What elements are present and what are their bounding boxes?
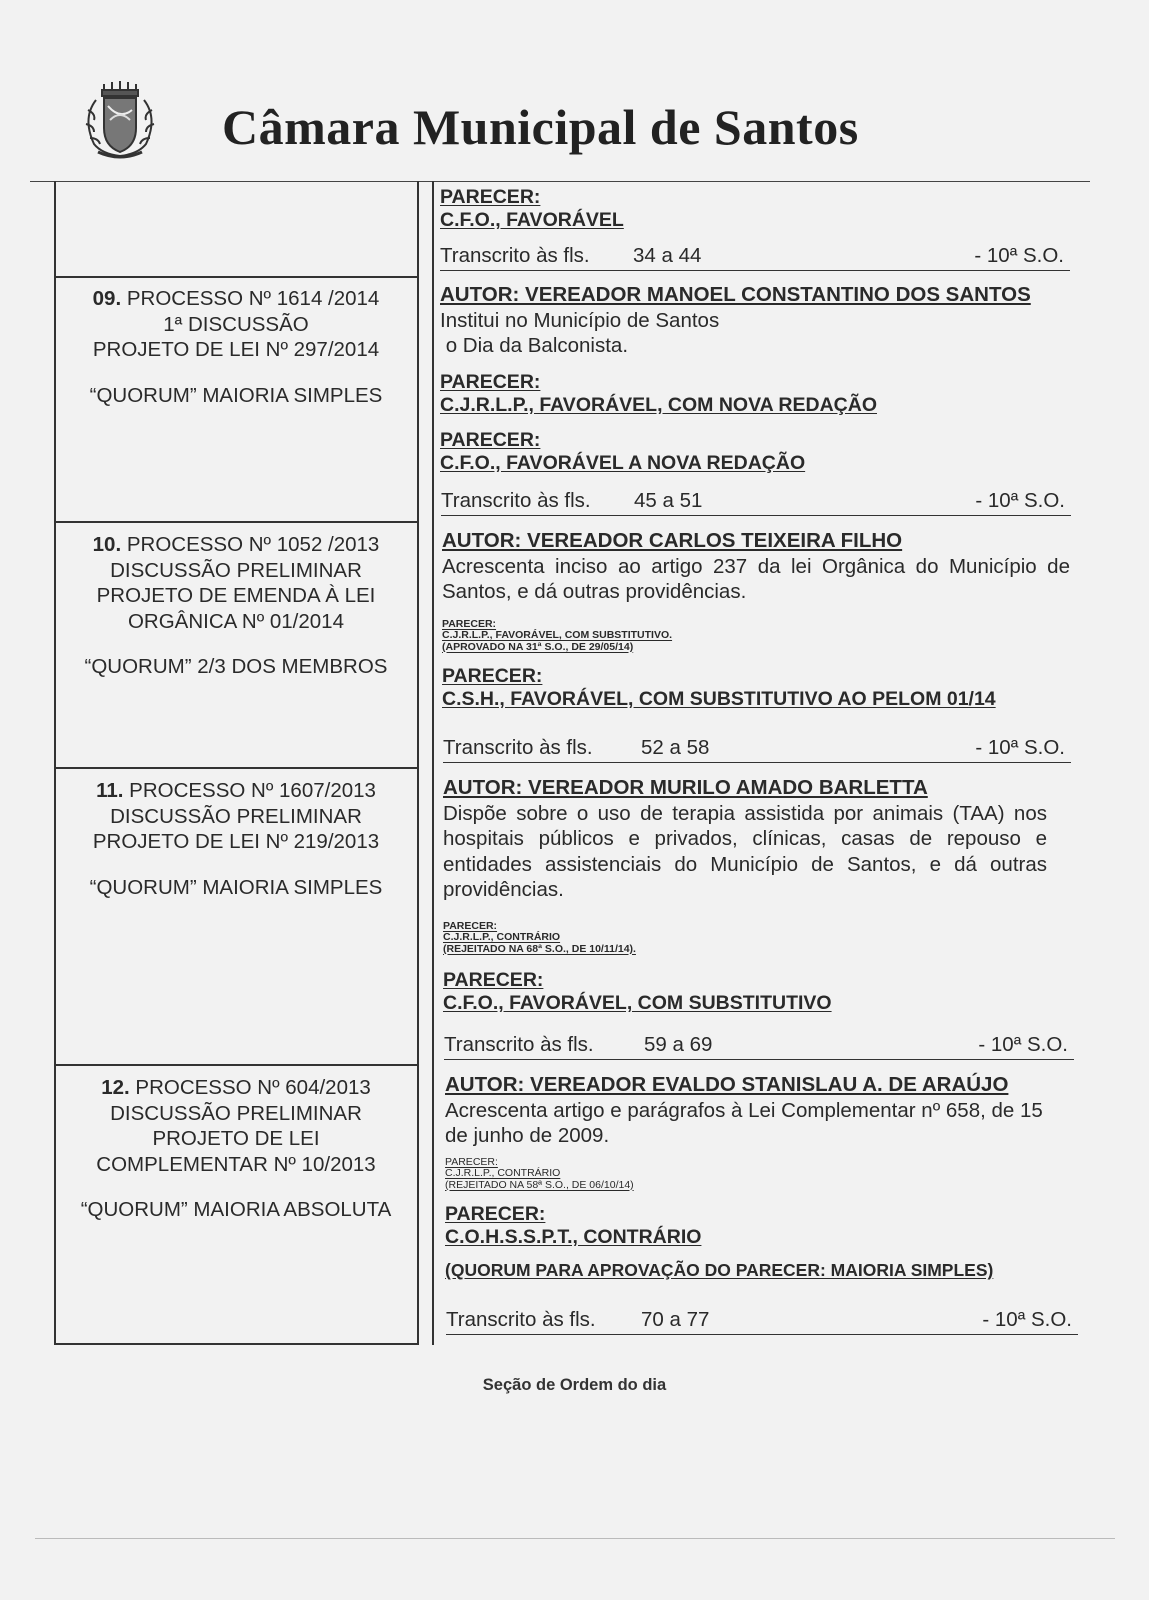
process-number: PROCESSO Nº 1052 /2013 <box>126 533 380 556</box>
table-column-divider-inner <box>432 181 434 1345</box>
discussion-stage: DISCUSSÃO PRELIMINAR <box>110 558 362 582</box>
transcribed-line <box>441 489 1071 516</box>
description-line: Institui no Município de Santos <box>440 308 720 332</box>
session-label: - 10ª S.O. <box>975 489 1065 512</box>
transcribed-line <box>444 1033 1074 1060</box>
small-parecer-label: PARECER: <box>445 1155 498 1168</box>
parecer-text: C.O.H.S.S.P.T., CONTRÁRIO <box>445 1226 702 1248</box>
transcribed-line <box>443 736 1071 763</box>
parecer-label: PARECER: <box>445 1203 546 1225</box>
small-parecer-text: C.J.R.L.P., FAVORÁVEL, COM SUBSTITUTIVO. <box>442 629 673 641</box>
table-column-divider <box>417 181 419 1345</box>
quorum-note: (QUORUM PARA APROVAÇÃO DO PARECER: MAIORIA SIMPLES) <box>445 1260 994 1280</box>
description-text: Acrescenta artigo e parágrafos à Lei Complementar nº 658, de 15 de junho de 2009. <box>445 1098 1043 1147</box>
transcribed-label: Transcrito às fls. <box>443 736 593 759</box>
table-bottom-border <box>54 1343 418 1345</box>
row-separator <box>54 767 418 769</box>
parecer-label: PARECER: <box>442 665 543 687</box>
item-header-10 <box>56 532 416 680</box>
quorum-label: “QUORUM” MAIORIA SIMPLES <box>89 875 383 899</box>
item-header-09 <box>56 286 416 408</box>
transcribed-pages: 45 a 51 <box>634 489 703 512</box>
item-header-11 <box>56 778 416 900</box>
process-number: PROCESSO Nº 1614 /2014 <box>126 287 380 310</box>
transcribed-pages: 70 a 77 <box>641 1308 710 1331</box>
parecer-text: C.F.O., FAVORÁVEL <box>440 209 624 231</box>
institution-title: Câmara Municipal de Santos <box>222 99 859 155</box>
transcribed-pages: 34 a 44 <box>633 244 702 267</box>
small-parecer-text: C.J.R.L.P., CONTRÁRIO <box>443 931 561 943</box>
author-line: AUTOR: VEREADOR MURILO AMADO BARLETTA <box>443 776 928 799</box>
quorum-label: “QUORUM” MAIORIA SIMPLES <box>89 383 383 407</box>
item-content-09 <box>440 282 1070 475</box>
session-label: - 10ª S.O. <box>982 1308 1072 1331</box>
parecer-text: C.J.R.L.P., FAVORÁVEL, COM NOVA REDAÇÃO <box>440 393 877 416</box>
process-number: PROCESSO Nº 1607/2013 <box>129 779 376 802</box>
session-label: - 10ª S.O. <box>978 1033 1068 1056</box>
description-text: Acrescenta inciso ao artigo 237 da lei Orgânica do Município de Santos, e dá outras providências. <box>442 554 1070 603</box>
parecer-label: PARECER: <box>443 969 544 991</box>
discussion-stage: 1ª DISCUSSÃO <box>163 312 309 336</box>
small-parecer-text: C.J.R.L.P., CONTRÁRIO <box>445 1167 561 1179</box>
parecer-text: C.S.H., FAVORÁVEL, COM SUBSTITUTIVO AO PELOM 01/14 <box>442 688 996 710</box>
item-content-11 <box>443 775 1047 1015</box>
transcribed-pages: 52 a 58 <box>641 736 710 759</box>
project-number: PROJETO DE LEI Nº 297/2014 <box>92 338 380 361</box>
small-parecer-status: (REJEITADO NA 58ª S.O., DE 06/10/14) <box>445 1178 634 1191</box>
project-number: ORGÂNICA Nº 01/2014 <box>127 609 344 633</box>
header-divider <box>30 181 1090 182</box>
parecer-text: C.F.O., FAVORÁVEL, COM SUBSTITUTIVO <box>443 992 832 1014</box>
item-number: 10. <box>92 533 122 556</box>
transcribed-line <box>440 244 1070 271</box>
transcribed-label: Transcrito às fls. <box>440 244 590 267</box>
row-separator <box>54 521 418 523</box>
project-number: PROJETO DE EMENDA À LEI <box>96 584 376 607</box>
transcribed-label: Transcrito às fls. <box>441 489 591 512</box>
project-number: COMPLEMENTAR Nº 10/2013 <box>96 1152 376 1176</box>
parecer-text: C.F.O., FAVORÁVEL A NOVA REDAÇÃO <box>440 451 806 474</box>
parecer-label: PARECER: <box>440 370 541 393</box>
session-label: - 10ª S.O. <box>974 244 1064 267</box>
description-line: o Dia da Balconista. <box>440 334 629 357</box>
discussion-stage: DISCUSSÃO PRELIMINAR <box>110 1101 362 1125</box>
project-number: PROJETO DE LEI Nº 219/2013 <box>92 830 380 853</box>
row-separator <box>54 1064 418 1066</box>
description-text: Dispõe sobre o uso de terapia assistida por animais (TAA) nos hospitais públicos e privados, clínicas, casas de repouso e entidades assistenciais do Município de Santos, e dá outras providências. <box>443 801 1047 901</box>
quorum-label: “QUORUM” 2/3 DOS MEMBROS <box>84 655 388 678</box>
parecer-label: PARECER: <box>440 186 541 208</box>
item-content-12 <box>445 1072 1055 1282</box>
author-line: AUTOR: VEREADOR CARLOS TEIXEIRA FILHO <box>442 529 903 552</box>
quorum-label: “QUORUM” MAIORIA ABSOLUTA <box>80 1198 392 1221</box>
small-parecer-status: (APROVADO NA 31ª S.O., DE 29/05/14) <box>442 640 634 653</box>
item-content-10 <box>442 528 1070 711</box>
small-parecer-label: PARECER: <box>442 617 497 630</box>
parecer-label: PARECER: <box>440 428 541 451</box>
transcribed-pages: 59 a 69 <box>644 1033 713 1056</box>
project-number: PROJETO DE LEI <box>152 1127 320 1150</box>
small-parecer-status: (REJEITADO NA 68ª S.O., DE 10/11/14). <box>443 942 636 955</box>
session-label: - 10ª S.O. <box>975 736 1065 759</box>
author-line: AUTOR: VEREADOR EVALDO STANISLAU A. DE ARAÚJO <box>445 1073 1009 1096</box>
section-footer: Seção de Ordem do dia <box>482 1376 667 1394</box>
santos-coat-of-arms-icon <box>74 80 166 160</box>
page-bottom-rule <box>35 1538 1115 1539</box>
small-parecer-label: PARECER: <box>443 919 498 932</box>
transcribed-line <box>446 1308 1078 1335</box>
transcribed-label: Transcrito às fls. <box>446 1308 596 1331</box>
item-number: 11. <box>96 779 124 802</box>
row-separator <box>54 276 418 278</box>
first-row-content <box>440 186 1070 232</box>
transcribed-label: Transcrito às fls. <box>444 1033 594 1056</box>
item-number: 12. <box>101 1076 130 1099</box>
process-number: PROCESSO Nº 604/2013 <box>135 1076 371 1099</box>
author-line: AUTOR: VEREADOR MANOEL CONSTANTINO DOS SANTOS <box>440 283 1031 306</box>
item-number: 09. <box>92 287 122 310</box>
discussion-stage: DISCUSSÃO PRELIMINAR <box>110 804 362 828</box>
item-header-12 <box>56 1075 416 1223</box>
